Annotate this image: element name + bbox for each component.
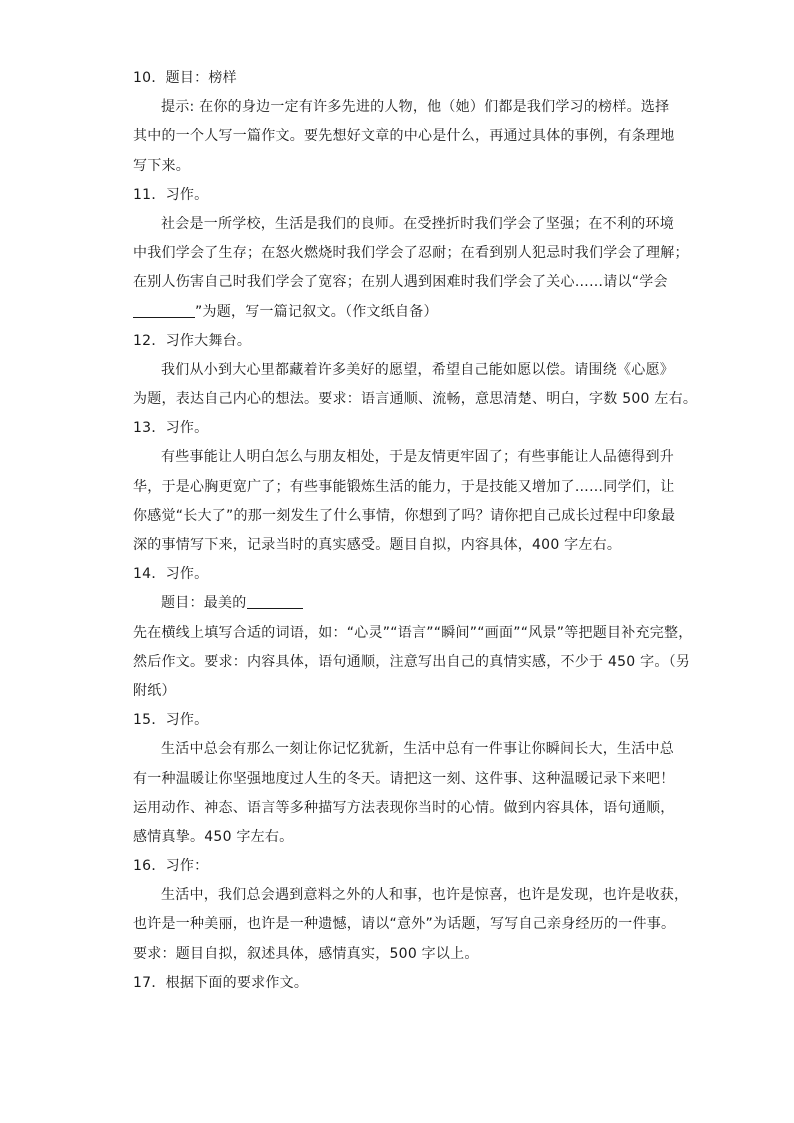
question-13-title: 13．习作。	[133, 420, 209, 437]
question-11-prompt-line: 在别人伤害自己时我们学会了宽容；在别人遇到困难时我们学会了关心……请以“学会	[133, 274, 668, 291]
fill-blank[interactable]	[133, 303, 195, 318]
question-16-prompt-line: 也许是一种美丽，也许是一种遗憾，请以“意外”为话题，写写自己亲身经历的一件事。	[133, 916, 676, 933]
question-14-topic-text: 题目：最美的	[161, 595, 247, 612]
question-15-prompt-line: 感情真挚。450 字左右。	[133, 828, 294, 845]
question-13-prompt-line: 有些事能让人明白怎么与朋友相处，于是友情更牢固了；有些事能让人品德得到升	[161, 449, 674, 466]
question-17-title: 17．根据下面的要求作文。	[133, 974, 309, 991]
question-13-prompt-line: 你感觉“长大了”的那一刻发生了什么事情，你想到了吗？请你把自己成长过程中印象最	[133, 507, 676, 524]
question-14-prompt-line: 然后作文。要求：内容具体，语句通顺，注意写出自己的真情实感，不少于 450 字。（另	[133, 653, 691, 670]
question-13-prompt-line: 华，于是心胸更宽广了；有些事能锻炼生活的能力，于是技能又增加了……同学们，让	[133, 478, 675, 495]
question-10-prompt-line: 其中的一个人写一篇作文。要先想好文章的中心是什么，再通过具体的事例，有条理地	[133, 128, 675, 145]
question-11-prompt-text: ”为题，写一篇记叙文。（作文纸自备）	[195, 303, 438, 320]
question-15-prompt-line: 有一种温暖让你坚强地度过人生的冬天。请把这一刻、这件事、这种温暖记录下来吧！	[133, 770, 675, 787]
question-12-title: 12．习作大舞台。	[133, 332, 252, 349]
question-10-prompt-line: 写下来。	[133, 157, 190, 174]
question-12-prompt-line: 我们从小到大心里都藏着许多美好的愿望，希望自己能如愿以偿。请围绕《心愿》	[161, 361, 674, 378]
fill-blank[interactable]	[247, 594, 303, 609]
question-14-prompt-line: 先在横线上填写合适的词语，如：“心灵”“语言”“瞬间”“画面”“风景”等把题目补充完整，	[133, 624, 693, 641]
question-11-prompt-line: 社会是一所学校，生活是我们的良师。在受挫折时我们学会了坚强；在不利的环境	[161, 215, 674, 232]
question-16-prompt-line: 生活中，我们总会遇到意料之外的人和事，也许是惊喜，也许是发现，也许是收获，	[161, 887, 689, 904]
question-10-prompt-line: 提示: 在你的身边一定有许多先进的人物，他（她）们都是我们学习的榜样。选择	[161, 99, 670, 116]
question-14-title: 14．习作。	[133, 566, 209, 583]
question-14-prompt-line: 附纸）	[133, 682, 176, 699]
question-11-prompt-line	[133, 298, 663, 327]
question-14-topic-line	[133, 589, 663, 618]
question-16-prompt-line: 要求：题目自拟，叙述具体，感情真实，500 字以上。	[133, 945, 479, 962]
question-11-prompt-line: 中我们学会了生存；在怒火燃烧时我们学会了忍耐；在看到别人犯忌时我们学会了理解；	[133, 245, 689, 262]
question-10-title: 10．题目：榜样	[133, 70, 237, 86]
question-12-prompt-line: 为题，表达自己内心的想法。要求：语言通顺、流畅，意思清楚、明白，字数 500 左右。	[133, 391, 698, 408]
question-15-title: 15．习作。	[133, 712, 209, 729]
question-13-prompt-line: 深的事情写下来，记录当时的真实感受。题目自拟，内容具体，400 字左右。	[133, 537, 622, 553]
question-15-prompt-line: 运用动作、神态、语言等多种描写方法表现你当时的心情。做到内容具体，语句通顺，	[133, 799, 675, 816]
question-11-title: 11．习作。	[133, 186, 209, 203]
document-body	[133, 64, 698, 998]
question-15-prompt-line: 生活中总会有那么一刻让你记忆犹新，生活中总有一件事让你瞬间长大，生活中总	[161, 741, 674, 758]
question-16-title: 16．习作：	[133, 858, 209, 875]
